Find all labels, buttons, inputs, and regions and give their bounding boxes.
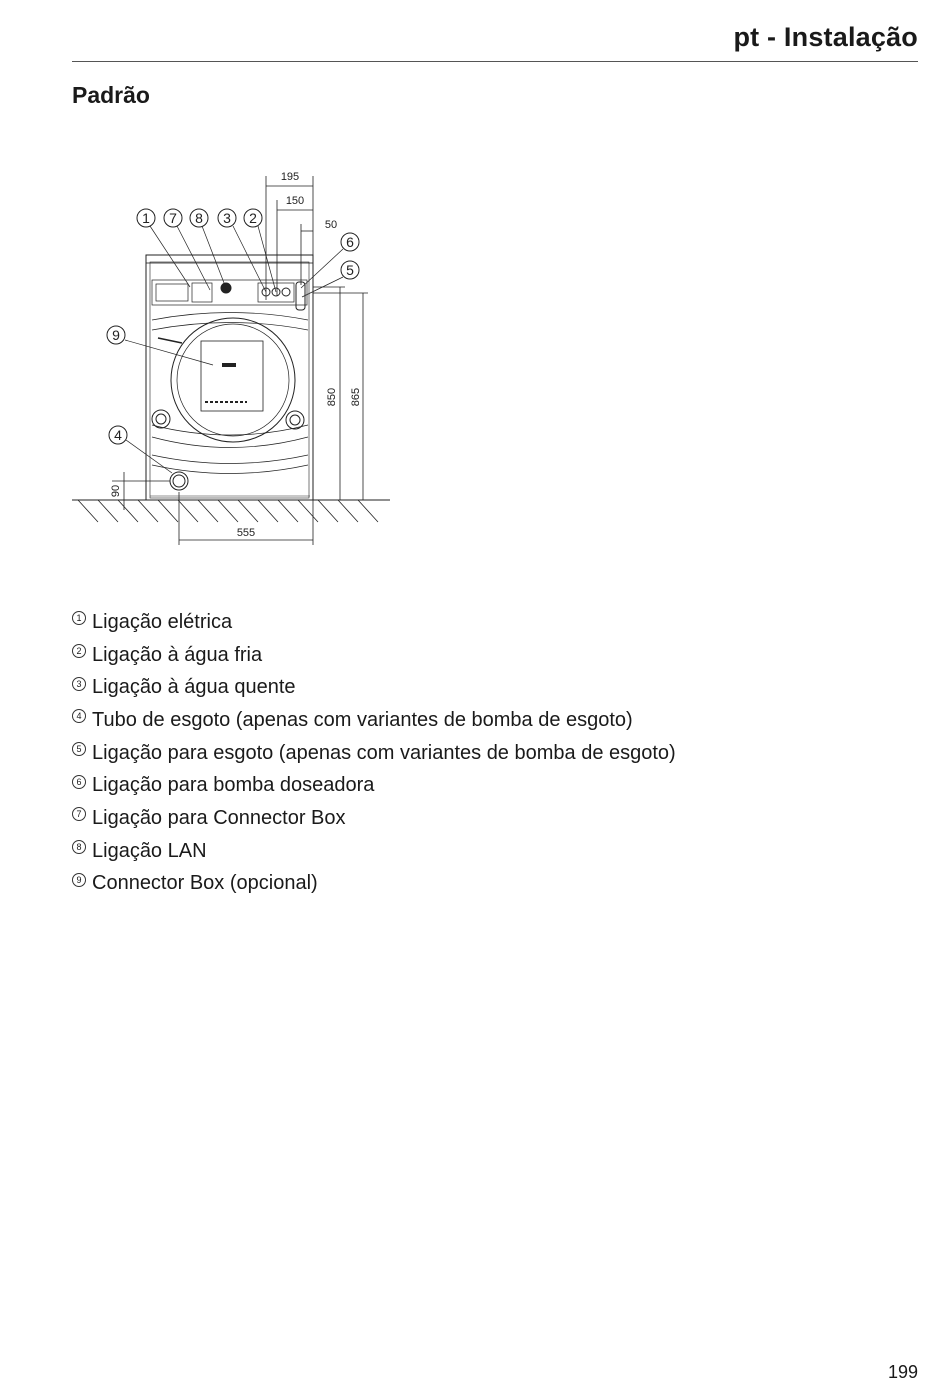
legend-text: Ligação elétrica [92,610,233,633]
legend-text: Ligação LAN [92,839,207,862]
legend-text: Ligação para bomba doseadora [92,774,375,797]
legend-number: 8 [72,840,86,854]
legend-number: 3 [72,677,86,691]
dimension-lines [112,176,368,545]
callout-label-2: 2 [249,210,257,226]
dimension-555: 555 [236,527,256,539]
legend-number: 4 [72,709,86,723]
callout-label-1: 1 [142,210,150,226]
legend-item [72,737,676,770]
legend-item [72,639,676,672]
legend-item [72,606,676,639]
legend-text: Ligação para Connector Box [92,806,346,829]
legend-text: Tubo de esgoto (apenas com variantes de bomba de esgoto) [92,708,633,731]
legend-number: 5 [72,742,86,756]
dimension-50: 50 [324,219,338,231]
dimension-195: 195 [280,171,300,183]
legend-item [72,802,676,835]
header-divider [72,61,918,62]
dimension-850: 850 [326,387,338,407]
legend-item [72,704,676,737]
page-number: 199 [887,1362,918,1382]
callout-label-7: 7 [169,210,177,226]
legend-item [72,868,676,901]
installation-diagram [60,160,400,550]
legend-item [72,769,676,802]
dimension-150: 150 [285,195,305,207]
legend-item [72,835,676,868]
legend-list [72,606,676,900]
legend-text: Ligação à água quente [92,676,296,699]
legend-number: 2 [72,644,86,658]
callout-label-9: 9 [112,327,120,343]
callout-circles [107,209,359,444]
callout-label-5: 5 [346,262,354,278]
floor-hatching [78,500,378,522]
dimension-865: 865 [350,387,362,407]
legend-number: 6 [72,775,86,789]
legend-number: 7 [72,807,86,821]
page-header-title: pt - Instalação [733,22,918,52]
legend-text: Ligação à água fria [92,643,263,666]
legend-number: 9 [72,873,86,887]
legend-number: 1 [72,611,86,625]
machine-outline [146,255,313,500]
dimension-90: 90 [110,484,122,498]
legend-item [72,671,676,704]
callout-label-3: 3 [223,210,231,226]
legend-text: Connector Box (opcional) [92,872,318,895]
callout-label-6: 6 [346,234,354,250]
section-title: Padrão [72,82,150,108]
callout-label-8: 8 [195,210,203,226]
callout-label-4: 4 [114,427,122,443]
legend-text: Ligação para esgoto (apenas com variantes de bomba de esgoto) [92,741,676,764]
